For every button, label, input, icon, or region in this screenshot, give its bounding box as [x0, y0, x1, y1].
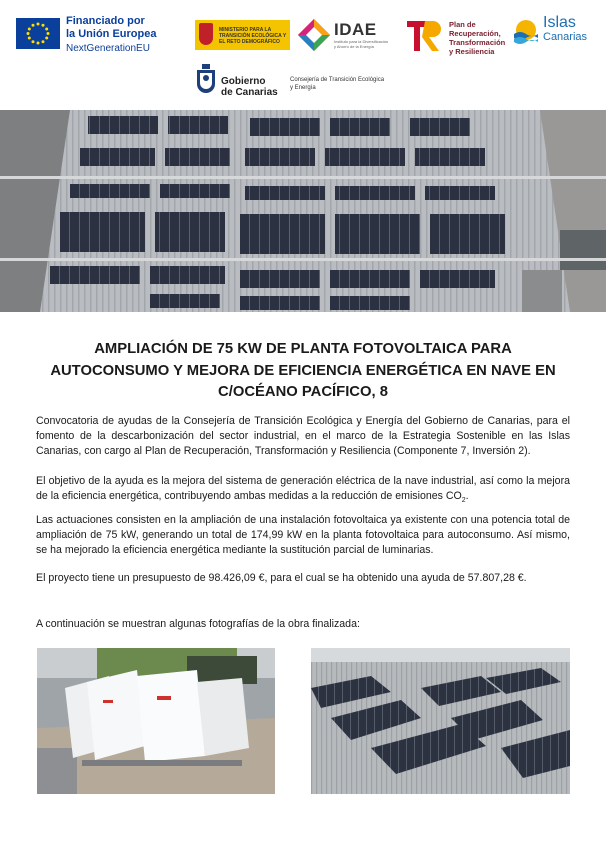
idae-subtitle: Instituto para la Diversificación y Ahorro de la Energía	[334, 39, 389, 49]
eu-line3: NextGenerationEU	[66, 43, 150, 54]
paragraph-presupuesto: El proyecto tiene un presupuesto de 98.426,09 €, para el cual se ha obtenido una ayuda de 57.807,28 €.	[36, 572, 527, 584]
title-line3: C/OCÉANO PACÍFICO, 8	[218, 384, 388, 400]
consejeria-line2: y Energía	[290, 85, 316, 91]
prtr-text	[449, 20, 505, 56]
objetivo-text: El objetivo de la ayuda es la mejora del sistema de generación eléctrica de la nave industrial, así como la mejora de la eficiencia energética, contribuyendo ambas medidas a la reducción de emisiones CO	[36, 475, 570, 503]
inverters-photo	[37, 648, 275, 794]
gobierno-canarias-shield-icon	[196, 64, 216, 96]
prtr-line4: y Resiliencia	[449, 47, 495, 56]
consejeria-name	[290, 76, 384, 92]
islas-line1: Islas	[543, 14, 576, 31]
eu-funding-text	[66, 15, 156, 55]
eu-flag-logo	[16, 18, 60, 49]
ministerio-text: MINISTERIO PARA LA TRANSICIÓN ECOLÓGICA Y EL RETO DEMOGRÁFICO	[219, 27, 287, 45]
eu-line1: Financiado por	[66, 15, 145, 27]
paragraph-convocatoria: Convocatoria de ayudas de la Consejería de Transición Ecológica y Energía del Gobierno de Canarias, para el fomento de la descarbonización del sector industrial, en el marco de la Estrategia Sostenible en las Islas Canarias, con cargo al Plan de Recuperación, Transformación y Resiliencia (Componente 7, Inversión 2).	[36, 415, 570, 458]
co2-subscript: 2	[461, 497, 466, 505]
objetivo-end: .	[465, 490, 469, 503]
gobierno-line2: de Canarias	[221, 87, 278, 98]
spain-shield-icon	[199, 23, 213, 45]
solar-panels-photo	[311, 648, 570, 794]
prtr-line3: Transformación	[449, 38, 506, 47]
document-title	[30, 339, 576, 404]
idae-icon	[297, 18, 331, 52]
gobierno-line1: Gobierno	[221, 76, 266, 87]
idae-name: IDAE	[334, 20, 377, 39]
islas-canarias-text	[543, 16, 587, 44]
eu-line2: la Unión Europea	[66, 28, 157, 40]
title-line1: AMPLIACIÓN DE 75 KW DE PLANTA FOTOVOLTAICA PARA	[94, 341, 512, 357]
prtr-line2: Recuperación,	[449, 29, 501, 38]
gobierno-canarias-name	[221, 76, 278, 98]
paragraph-objetivo	[36, 474, 570, 509]
solar-roof-banner-photo	[0, 110, 606, 312]
ministerio-logo	[195, 20, 290, 50]
islas-canarias-icon	[512, 18, 540, 46]
consejeria-line1: Consejería de Transición Ecológica	[290, 77, 385, 83]
paragraph-actuaciones: Las actuaciones consisten en la ampliación de una instalación fotovoltaica ya existente con una potencia total de ampliación de 75 kW, generando un total de 174,99 kW en la planta fotovoltaica para autoconsumo. Así mismo, se ha mejorado la eficiencia energética mediante la sustitución parcial de luminarias.	[36, 514, 570, 557]
islas-line2: Canarias	[543, 31, 588, 43]
title-line2: AUTOCONSUMO Y MEJORA DE EFICIENCIA ENERGÉTICA EN NAVE EN	[50, 362, 556, 379]
photos-intro: A continuación se muestran algunas fotografías de la obra finalizada:	[36, 618, 360, 630]
prtr-icon	[405, 17, 443, 53]
prtr-line1: Plan de	[449, 20, 476, 29]
